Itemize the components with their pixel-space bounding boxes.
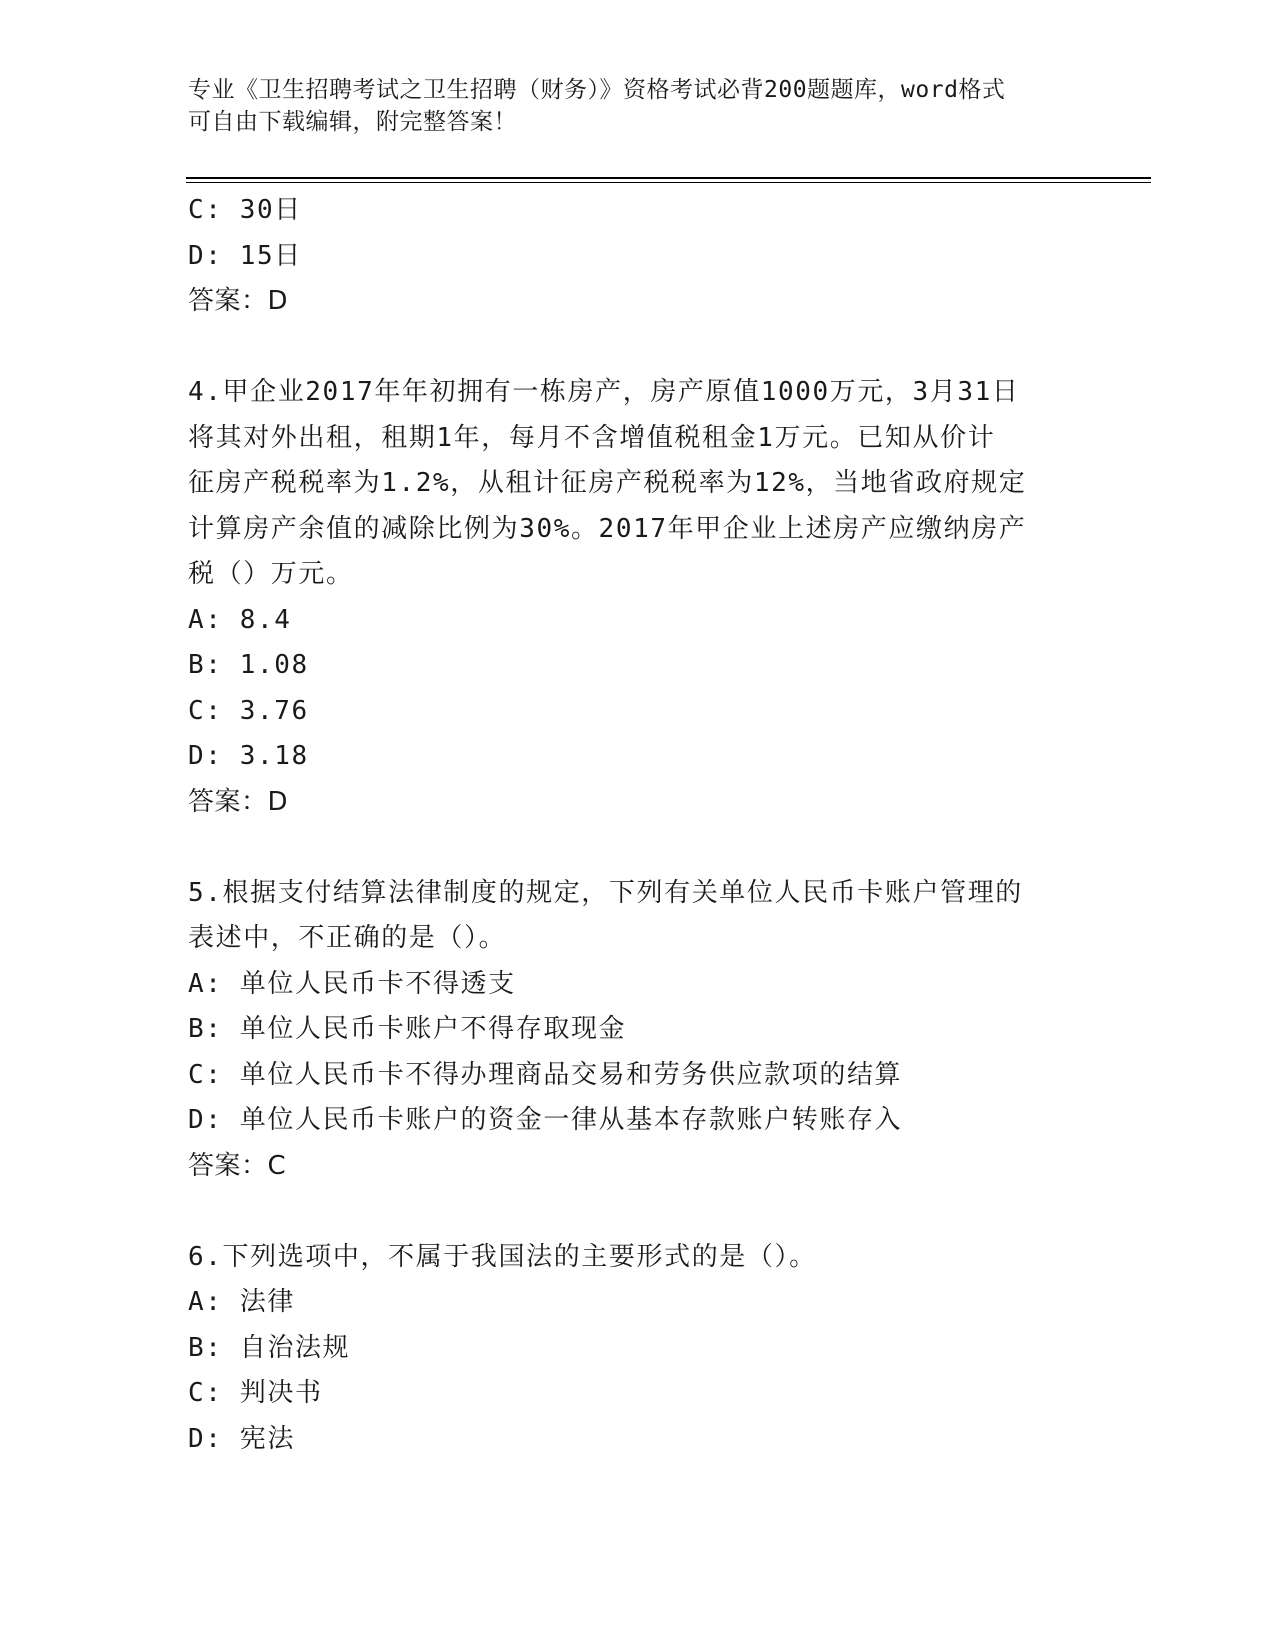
spacer [188,825,1088,871]
question-5 [188,871,1088,1190]
option-c: C: 3.76 [188,695,309,726]
header-line-2: 可自由下载编辑，附完整答案！ [188,109,517,135]
question-text-line: 4.甲企业2017年年初拥有一栋房产，房产原值1000万元，3月31日 [188,377,1020,407]
option-c: C: 30日 [188,195,302,225]
option-a: A: 单位人民币卡不得透支 [188,968,516,999]
question-text-line: 税（）万元。 [188,559,354,589]
option-c: C: 单位人民币卡不得办理商品交易和劳务供应款项的结算 [188,1059,903,1090]
question-text-line: 将其对外出租，租期1年，每月不含增值税租金1万元。已知从价计 [188,422,996,453]
question-4 [188,370,1088,825]
header-line-1: 专业《卫生招聘考试之卫生招聘（财务）》资格考试必背200题题库，word格式 [188,77,1006,103]
question-text-line: 征房产税税率为1.2%，从租计征房产税税率为12%，当地省政府规定 [188,468,1027,498]
spacer [188,1189,1088,1235]
option-a: A: 法律 [188,1287,295,1317]
question-6 [188,1235,1088,1463]
option-a: A: 8.4 [188,604,292,635]
option-d: D: 宪法 [188,1423,295,1454]
header-divider-thin [186,182,1151,183]
previous-question-tail [188,188,1088,325]
option-b: B: 单位人民币卡账户不得存取现金 [188,1014,627,1044]
option-d: D: 单位人民币卡账户的资金一律从基本存款账户转账存入 [188,1105,903,1135]
question-text-line: 计算房产余值的减除比例为30%。2017年甲企业上述房产应缴纳房产 [188,513,1027,544]
header-divider-thick [186,177,1151,179]
answer-line: 答案：D [188,286,289,316]
option-b: B: 自治法规 [188,1332,351,1363]
option-d: D: 3.18 [188,741,309,771]
document-header [188,74,1088,138]
option-b: B: 1.08 [188,650,309,680]
answer-line: 答案：D [188,786,289,817]
question-text-line: 表述中，不正确的是（）。 [188,923,507,953]
spacer [188,325,1088,371]
question-content [188,188,1088,1462]
option-d: D: 15日 [188,240,302,271]
question-text-line: 5.根据支付结算法律制度的规定，下列有关单位人民币卡账户管理的 [188,877,1023,908]
question-text-line: 6.下列选项中，不属于我国法的主要形式的是（）。 [188,1241,817,1272]
answer-line: 答案：C [188,1150,287,1181]
option-c: C: 判决书 [188,1378,323,1408]
